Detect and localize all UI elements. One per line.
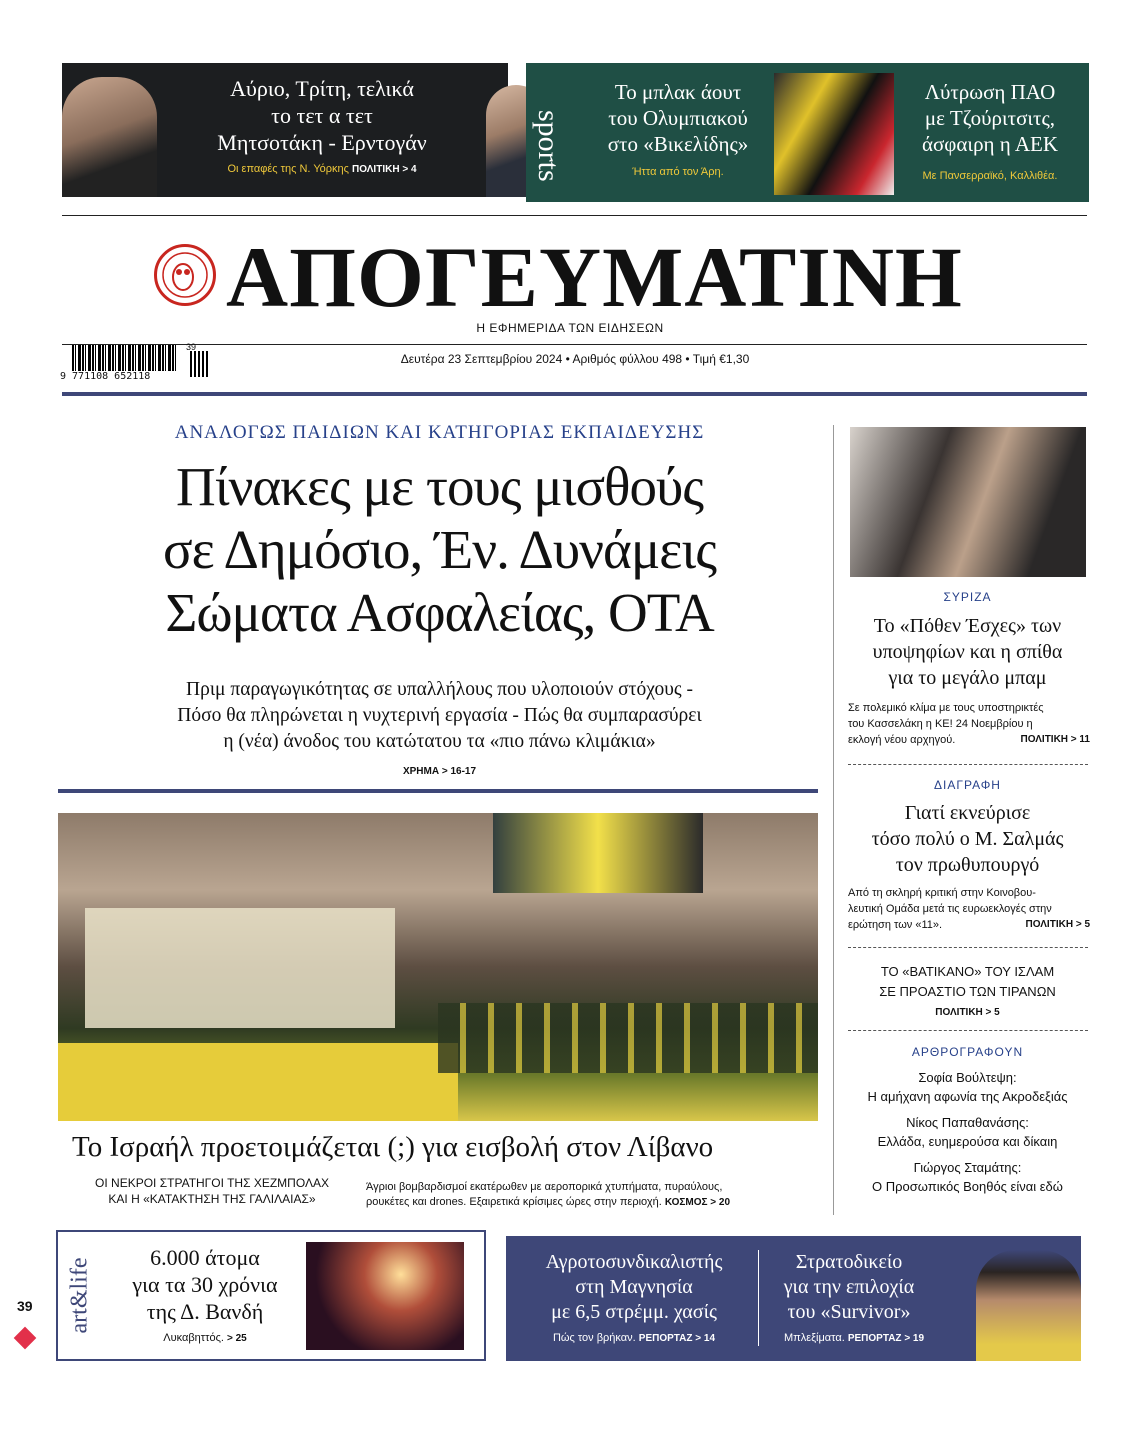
sports-label: sports xyxy=(532,110,565,182)
lead-deck-2: Πόσο θα πληρώνεται η νυχτερινή εργασία - Πώς θα συμπαρασύρει xyxy=(177,705,702,726)
sidebar-s2-tag: ΠΟΛΙΤΙΚΗ > 5 xyxy=(1025,919,1090,930)
sidebar-vertical-rule xyxy=(833,425,834,1215)
masthead-title: ΑΠΟΓΕΥΜΑΤΙΝΗ xyxy=(226,229,963,325)
syriza-photo xyxy=(850,427,1086,577)
promo-politics-sub: Οι επαφές της Ν. Υόρκης xyxy=(227,163,349,175)
b3-sub: Μπλεξίματα. xyxy=(783,1332,845,1344)
lead-deck-1: Πριμ παραγωγικότητας σε υπαλλήλους που υλοποιούν στόχους - xyxy=(186,679,693,700)
b3-tag: ΡΕΠΟΡΤΑΖ > 19 xyxy=(847,1333,925,1344)
sidebar-s1-head-2: υποψηφίων και η σπίθα xyxy=(872,641,1063,663)
reportage-divider xyxy=(758,1250,759,1346)
sidebar-s4-kicker: ΑΡΘΡΟΓΡΑΦΟΥΝ xyxy=(911,1045,1024,1059)
sidebar-s1-tag: ΠΟΛΙΤΙΚΗ > 11 xyxy=(1020,734,1090,745)
sidebar-col1-name: Σοφία Βούλτεψη: xyxy=(918,1070,1017,1085)
barcode-issue: 39 xyxy=(186,342,197,352)
b2-line-3: με 6,5 στρέμμ. χασίς xyxy=(551,1301,717,1323)
barcode-digits: 9 771108 652118 xyxy=(60,371,151,382)
b2-sub: Πώς τον βρήκαν. xyxy=(552,1332,636,1344)
b2-tag: ΡΕΠΟΡΤΑΖ > 14 xyxy=(638,1333,716,1344)
sports-story1-line1: Το μπλακ άουτ xyxy=(614,80,742,104)
sidebar-s1-kicker: ΣΥΡΙΖΑ xyxy=(943,590,992,604)
artlife-head-1: 6.000 άτομα xyxy=(150,1245,260,1270)
sidebar-s1-head-3: για το μεγάλο μπαμ xyxy=(888,667,1047,689)
sports-story2-line3: άσφαιρη η ΑΕΚ xyxy=(921,132,1059,156)
sidebar-col1-title: Η αμήχανη αφωνία της Ακροδεξιάς xyxy=(867,1089,1068,1104)
photo-story-kicker-1: ΟΙ ΝΕΚΡΟΙ ΣΤΡΑΤΗΓΟΙ ΤΗΣ ΧΕΖΜΠΟΛΑΧ xyxy=(95,1176,329,1190)
diamond-icon xyxy=(14,1327,37,1350)
b2-line-1: Αγροτοσυνδικαλιστής xyxy=(545,1251,723,1273)
promo-reportage[interactable] xyxy=(506,1236,1081,1361)
photo-story-tag: ΚΟΣΜΟΣ > 20 xyxy=(664,1197,731,1208)
sidebar-divider-3 xyxy=(848,1030,1088,1031)
sidebar-s2-head-2: τόσο πολύ ο Μ. Σαλμάς xyxy=(871,828,1064,850)
lead-kicker: ΑΝΑΛΟΓΩΣ ΠΑΙΔΙΩΝ ΚΑΙ ΚΑΤΗΓΟΡΙΑΣ ΕΚΠΑΙΔΕΥΣΗΣ xyxy=(174,422,705,443)
sidebar-col3-name: Γιώργος Σταμάτης: xyxy=(913,1160,1022,1175)
promo-politics-headline-3: Μητσοτάκη - Ερντογάν xyxy=(217,130,427,155)
masthead-subtitle: Η ΕΦΗΜΕΡΙΔΑ ΤΩΝ ΕΙΔΗΣΕΩΝ xyxy=(476,321,664,335)
promo-sports[interactable] xyxy=(526,63,1089,202)
lead-headline-1: Πίνακες με τους μισθούς xyxy=(175,456,704,517)
b3-line-1: Στρατοδικείο xyxy=(795,1251,903,1273)
issue-line: Δευτέρα 23 Σεπτεμβρίου 2024 • Αριθμός φύλλου 498 • Τιμή €1,30 xyxy=(400,352,750,366)
photo-story-text-1: Άγριοι βομβαρδισμοί εκατέρωθεν με αεροπορικά χτυπήματα, πυραύλους, xyxy=(366,1181,723,1193)
b3-line-2: για την επιλοχία xyxy=(783,1276,915,1298)
photo-story-kicker-2: ΚΑΙ Η «ΚΑΤΑΚΤΗΣΗ ΤΗΣ ΓΑΛΙΛΑΙΑΣ» xyxy=(108,1192,316,1206)
artlife-sub: Λυκαβηττός. xyxy=(163,1332,224,1344)
sports-story1-line3: στο «Βικελίδης» xyxy=(607,132,749,156)
artlife-tag: > 25 xyxy=(227,1333,247,1344)
promo-politics-tag: ΠΟΛΙΤΙΚΗ > 4 xyxy=(352,164,417,175)
survivor-photo xyxy=(976,1250,1081,1361)
b2-line-2: στη Μαγνησία xyxy=(575,1276,693,1298)
sports-story1-line2: του Ολυμπιακού xyxy=(608,106,748,130)
photo-story-headline: Το Ισραήλ προετοιμάζεται (;) για εισβολή στον Λίβανο xyxy=(72,1131,714,1163)
sidebar-s2-text-1: Από τη σκληρή κριτική στην Κοινοβου- xyxy=(848,887,1036,899)
lead-deck-3: η (νέα) άνοδος του κατώτατου τα «πιο πάνω κλιμάκια» xyxy=(223,731,656,752)
promo-politics[interactable] xyxy=(62,63,508,197)
sidebar-s3-head-1: ΤΟ «ΒΑΤΙΚΑΝΟ» ΤΟΥ ΙΣΛΑΜ xyxy=(880,964,1055,979)
sidebar-s3-head-2: ΣΕ ΠΡΟΑΣΤΙΟ ΤΩΝ ΤΙΡΑΝΩΝ xyxy=(879,984,1056,999)
owl-logo-icon xyxy=(154,244,216,306)
sports-story2-sub: Με Πανσερραϊκό, Καλλιθέα. xyxy=(922,170,1058,182)
sidebar-s1-text-1: Σε πολεμικό κλίμα με τους υποστηρικτές xyxy=(848,702,1044,714)
artlife-label: art&life xyxy=(66,1257,93,1334)
vandi-concert-photo xyxy=(306,1242,464,1350)
masthead-blue-rule xyxy=(62,392,1087,396)
page-number: 39 xyxy=(17,1298,33,1314)
barcode xyxy=(60,342,210,383)
sidebar-s1-text-3: εκλογή νέου αρχηγού. xyxy=(848,734,956,746)
artlife-head-3: της Δ. Βανδή xyxy=(146,1299,264,1324)
sidebar-s1-text-2: του Κασσελάκη η ΚΕ! 24 Νοεμβρίου η xyxy=(848,718,1033,730)
sidebar-s2-kicker: ΔΙΑΓΡΑΦΗ xyxy=(934,778,1001,792)
promo-politics-headline-1: Αύριο, Τρίτη, τελικά xyxy=(230,76,414,101)
b3-line-3: του «Survivor» xyxy=(787,1301,911,1323)
promo-politics-headline-2: το τετ α τετ xyxy=(271,103,373,128)
football-photo xyxy=(774,73,894,195)
sidebar-s2-head-3: τον πρωθυπουργό xyxy=(895,854,1040,876)
masthead-rule-bottom xyxy=(62,344,1087,345)
lead-headline-3: Σώματα Ασφαλείας, ΟΤΑ xyxy=(165,582,714,643)
photo-story-text-2: ρουκέτες και drones. Εξαιρετικά κρίσιμες ώρες στην περιοχή. xyxy=(366,1196,662,1208)
sidebar-divider-1 xyxy=(848,764,1088,765)
lead-rule xyxy=(58,789,818,793)
lead-headline-2: σε Δημόσιο, Έν. Δυνάμεις xyxy=(163,519,716,580)
artlife-head-2: για τα 30 χρόνια xyxy=(132,1272,278,1297)
lead-tag: ΧΡΗΜΑ > 16-17 xyxy=(402,766,477,777)
erdogan-photo xyxy=(62,77,157,197)
sports-story2-line2: με Τζούριτσιτς, xyxy=(924,106,1056,130)
sidebar-s2-text-2: λευτική Ομάδα μετά τις ευρωεκλογές στην xyxy=(848,903,1052,915)
hezbollah-funeral-photo xyxy=(58,813,818,1121)
sidebar-col2-name: Νίκος Παπαθανάσης: xyxy=(906,1115,1029,1130)
sidebar-s2-text-3: ερώτηση των «11». xyxy=(848,919,943,931)
sidebar-s2-head-1: Γιατί εκνεύρισε xyxy=(904,802,1031,824)
sidebar-divider-2 xyxy=(848,947,1088,948)
sidebar-col3-title: Ο Προσωπικός Βοηθός είναι εδώ xyxy=(872,1179,1063,1194)
masthead-rule-top xyxy=(62,215,1087,216)
promo-artlife[interactable] xyxy=(56,1230,486,1361)
sports-story1-sub: Ήττα από τον Άρη. xyxy=(632,166,724,178)
sports-story2-line1: Λύτρωση ΠΑΟ xyxy=(924,80,1056,104)
sidebar-s1-head-1: Το «Πόθεν Έσχες» των xyxy=(873,615,1062,637)
sidebar-s3-tag: ΠΟΛΙΤΙΚΗ > 5 xyxy=(935,1007,1000,1018)
sidebar-col2-title: Ελλάδα, ευημερούσα και δίκαιη xyxy=(877,1134,1058,1149)
